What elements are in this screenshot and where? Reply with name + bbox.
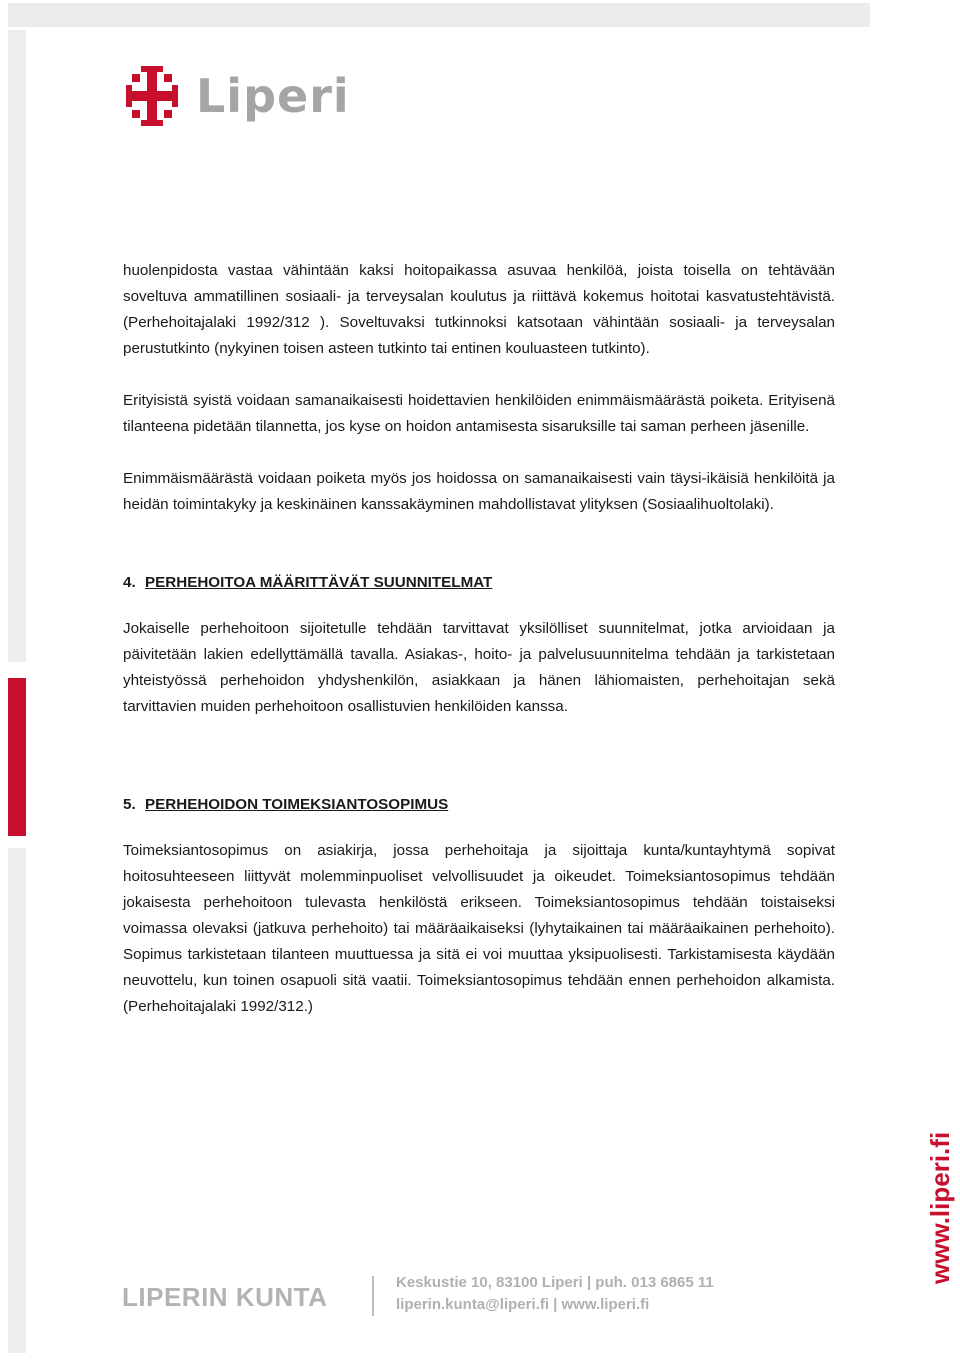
page-footer bbox=[122, 1272, 762, 1320]
paragraph-1: huolenpidosta vastaa vähintään kaksi hoitopaikassa asuvaa henkilöä, joista toisella on tehtävään soveltuva ammatillinen sosiaali- ja terveysalan koulutus ja riittävä kokemus hoitotai kasvatustehtävistä. (Perhehoitajalaki 1992/312 ). Soveltuvaksi tutkinnoksi katsotaan vähintään sosiaali- ja terveysalan perustutkinto (nykyinen toisen asteen tutkinto tai entinen kouluasteen tutkinto). bbox=[123, 262, 835, 357]
left-stripe-grey-bottom bbox=[8, 848, 26, 1353]
section-4-text: Jokaiselle perhehoitoon sijoitetulle tehdään tarvittavat yksilölliset suunnitelmat, jotka arvioidaan ja päivitetään lakien edellyttämällä tavalla. Asiakas-, hoito- ja palvelusuunnitelma tehdään ja tarkistetaan yhteistyössä perhehoidon yhdyshenkilön, asiakkaan ja hänen lähiomaisten, perhehoitajan sekä tarvittavien muiden perhehoitoon osallistuvien henkilöiden kanssa. bbox=[123, 620, 835, 715]
left-stripe-grey-top bbox=[8, 30, 26, 662]
document-body bbox=[123, 258, 835, 1020]
section-5-title: PERHEHOIDON TOIMEKSIANTOSOPIMUS bbox=[145, 796, 449, 813]
paragraph-3: Enimmäismäärästä voidaan poiketa myös jos hoidossa on samanaikaisesti vain täysi-ikäisiä henkilöitä ja heidän toimintakyky ja keskinäinen kanssakäyminen mahdollistavat ylityksen (Sosiaalihuoltolaki). bbox=[123, 470, 835, 513]
section-5-number: 5. bbox=[123, 796, 136, 813]
footer-divider bbox=[372, 1276, 374, 1316]
footer-org-name: LIPERIN KUNTA bbox=[122, 1282, 328, 1312]
section-4-title: PERHEHOITOA MÄÄRITTÄVÄT SUUNNITELMAT bbox=[145, 574, 493, 591]
liperi-logo bbox=[122, 60, 350, 132]
section-4-number: 4. bbox=[123, 574, 136, 591]
left-stripe-red bbox=[8, 678, 26, 836]
logo-wordmark: Liperi bbox=[196, 69, 350, 123]
section-5-heading bbox=[123, 792, 835, 818]
paragraph-2: Erityisistä syistä voidaan samanaikaisesti hoidettavien henkilöiden enimmäismäärästä poiketa. Erityisenä tilanteena pidetään tilannetta, jos kyse on hoidon antamisesta sisaruksille tai saman perheen jäsenille. bbox=[123, 392, 835, 435]
footer-address: Keskustie 10, 83100 Liperi | puh. 013 6865 11 bbox=[396, 1274, 714, 1291]
top-decorative-band bbox=[8, 3, 870, 27]
vertical-website-url: www.liperi.fi bbox=[925, 1131, 955, 1284]
footer-contact: liperin.kunta@liperi.fi | www.liperi.fi bbox=[396, 1296, 650, 1313]
section-5-text: Toimeksiantosopimus on asiakirja, jossa perhehoitaja ja sijoittaja kunta/kuntayhtymä sopivat hoitosuhteeseen liittyvät molemminpuoliset velvollisuudet ja oikeudet. Toimeksiantosopimus tehdään jokaisesta perhehoitoon tulevasta henkilöstä erikseen. Toimeksiantosopimus tehdään toistaiseksi voimassa olevaksi (jatkuva perhehoito) tai määräaikaiseksi (lyhytaikainen tai määräaikainen perhehoito). Sopimus tarkistetaan tilanteen muuttuessa ja sitä ei voi muuttaa yksipuolisesti. Tarkistamisesta käydään neuvottelu, kun toinen osapuoli sitä vaatii. Toimeksiantosopimus tehdään ennen perhehoidon alkamista. (Perhehoitajalaki 1992/312.) bbox=[123, 842, 835, 1015]
cross-emblem-icon bbox=[122, 62, 182, 130]
section-4-heading bbox=[123, 570, 835, 596]
